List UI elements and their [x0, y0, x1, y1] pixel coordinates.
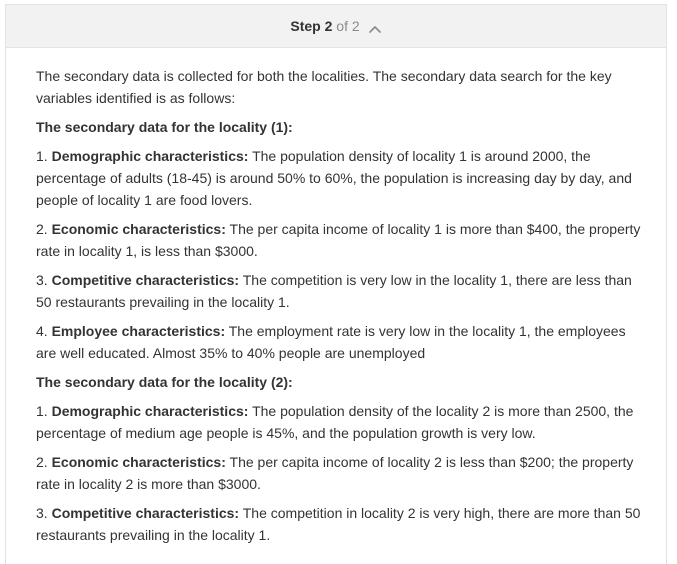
item-text: The per capita income of locality 2 is less than $200; the property rate in locality 2 is more than $3000.: [36, 454, 634, 492]
item-text: The employment rate is very low in the locality 1, the employees are well educated. Almost 35% to 40% people are unemployed: [36, 323, 626, 361]
item-label: Employee characteristics:: [51, 323, 226, 339]
step-title: [290, 18, 359, 34]
item-number: 2.: [36, 221, 48, 237]
list-item: [36, 502, 641, 546]
step-total: of 2: [336, 18, 360, 34]
item-number: 2.: [36, 454, 48, 470]
item-label: Economic characteristics:: [51, 454, 226, 470]
item-label: Competitive characteristics:: [51, 272, 240, 288]
step-current: 2: [324, 18, 333, 34]
list-item: [36, 145, 641, 211]
item-label: Demographic characteristics:: [51, 403, 249, 419]
list-item: [36, 269, 641, 313]
section-heading: The secondary data for the locality (2):: [36, 374, 293, 390]
list-item: [36, 218, 641, 262]
item-number: 1.: [36, 403, 48, 419]
item-number: 1.: [36, 148, 48, 164]
list-item: [36, 400, 641, 444]
item-number: 3.: [36, 505, 48, 521]
item-number: 3.: [36, 272, 48, 288]
item-text: The population density of the locality 2 is more than 2500, the percentage of medium age people is 45%, and the population growth is very low.: [36, 403, 634, 441]
item-number: 4.: [36, 323, 48, 339]
intro-paragraph: The secondary data is collected for both the localities. The secondary data search for the key variables identified is as follows:: [36, 68, 612, 106]
step-toggle-header[interactable]: [5, 4, 667, 48]
item-text: The population density of locality 1 is around 2000, the percentage of adults (18-45) is around 50% to 60%, the population is increasing day by day, and people of locality 1 are food lovers.: [36, 148, 632, 208]
item-text: The competition is very low in the locality 1, there are less than 50 restaurants prevailing in the locality 1.: [36, 272, 632, 310]
item-label: Demographic characteristics:: [51, 148, 249, 164]
chevron-up-icon[interactable]: [368, 21, 382, 31]
list-item: [36, 451, 641, 495]
item-text: The per capita income of locality 1 is more than $400, the property rate in locality 1, is less than $3000.: [36, 221, 641, 259]
item-label: Competitive characteristics:: [51, 505, 240, 521]
item-label: Economic characteristics:: [51, 221, 226, 237]
section-heading: The secondary data for the locality (1):: [36, 119, 293, 135]
item-text: The competition in locality 2 is very high, there are more than 50 restaurants prevailing in the locality 1.: [36, 505, 641, 543]
step-content: [36, 65, 641, 553]
list-item: [36, 320, 641, 364]
step-label: Step: [290, 18, 321, 34]
